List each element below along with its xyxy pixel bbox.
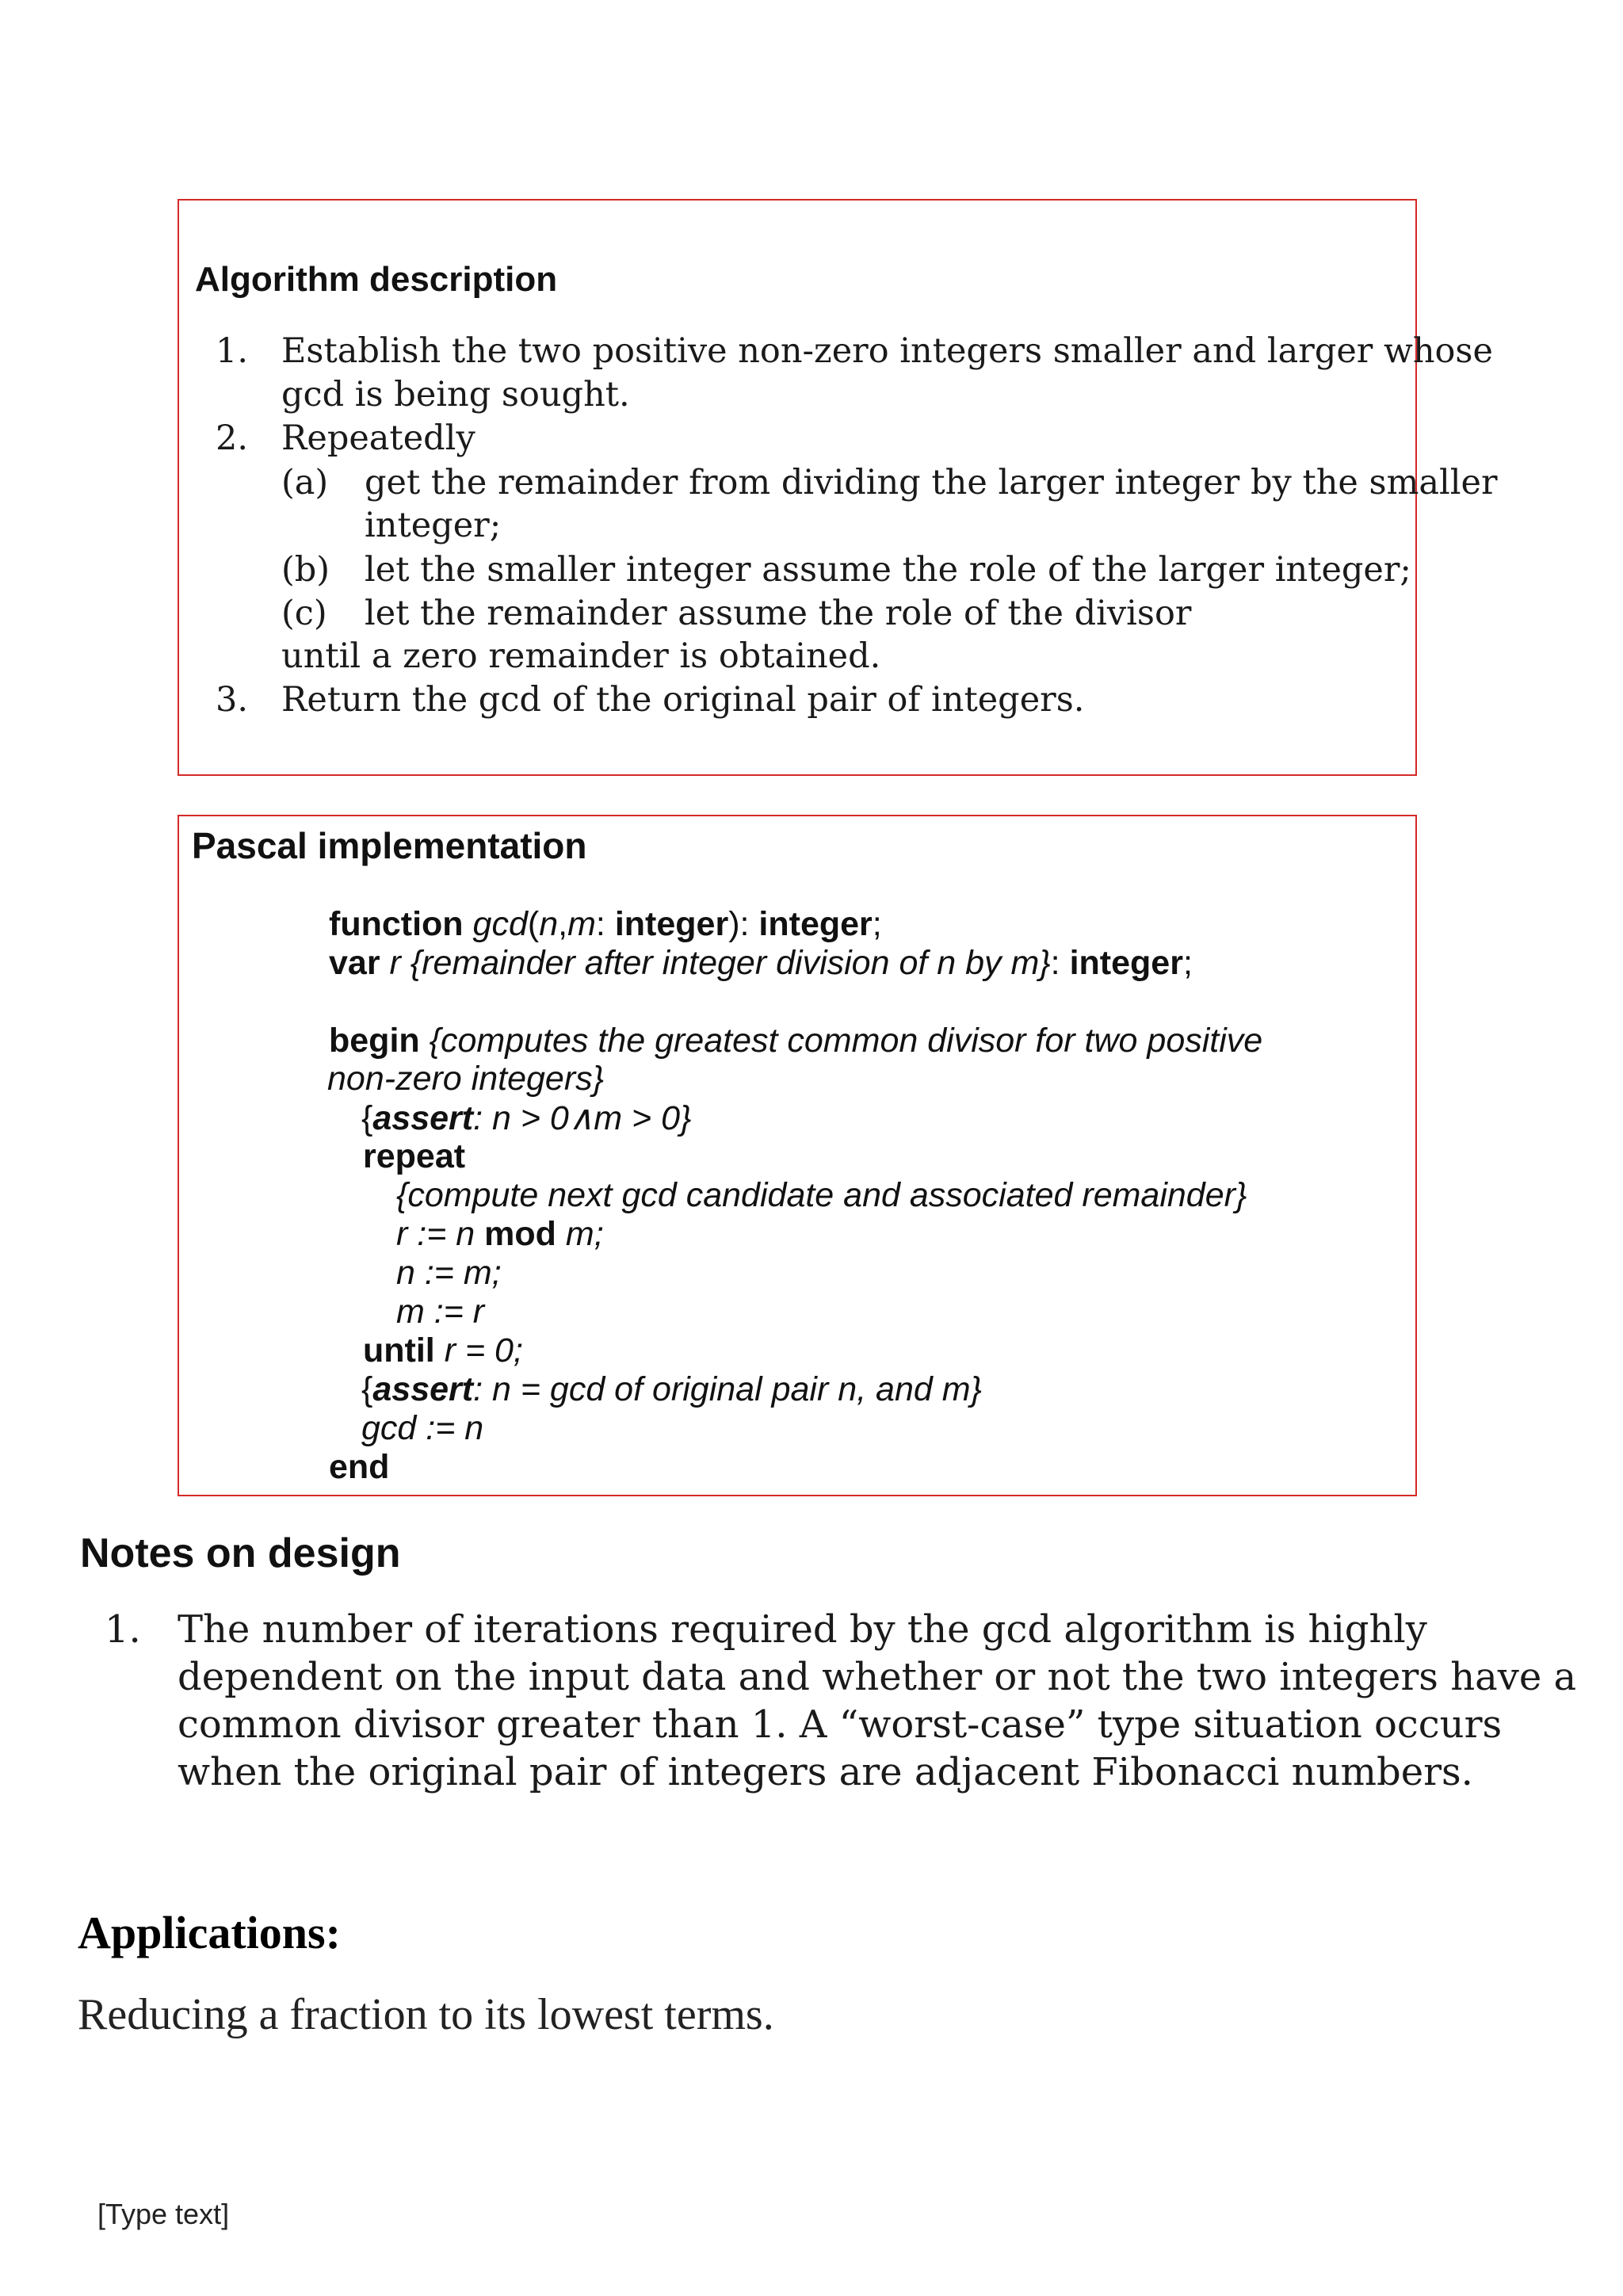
code-line-assert-1 bbox=[361, 1098, 691, 1138]
step-2-label: Repeatedly bbox=[281, 418, 475, 458]
code-line-begin-comment-2 bbox=[327, 1060, 604, 1098]
step-2a-line-1: get the remainder from dividing the larger integer by the smaller bbox=[365, 463, 1498, 502]
code-line-gcd-assign bbox=[361, 1409, 483, 1448]
footer-placeholder[interactable]: [Type text] bbox=[97, 2198, 230, 2230]
comma: , bbox=[558, 905, 568, 943]
until-condition: r = 0; bbox=[434, 1331, 523, 1370]
r-assign-rhs: m; bbox=[556, 1215, 604, 1253]
step-3-text: Return the gcd of the original pair of integers. bbox=[281, 680, 1085, 720]
code-line-function bbox=[329, 905, 882, 944]
step-2b-text: let the smaller integer assume the role of the larger integer; bbox=[365, 550, 1411, 590]
colon: : bbox=[595, 905, 615, 943]
step-2a-line-2: integer; bbox=[365, 506, 502, 545]
paren-close: ): bbox=[728, 905, 759, 943]
step-2b-label: (b) bbox=[281, 550, 330, 590]
assert-condition: : n = gcd of original pair n, and m} bbox=[473, 1370, 982, 1408]
semicolon: ; bbox=[1182, 944, 1193, 982]
keyword-var: var bbox=[329, 944, 380, 982]
step-1-line-2: gcd is being sought. bbox=[281, 375, 630, 415]
keyword-until: until bbox=[363, 1331, 435, 1370]
notes-on-design-title: Notes on design bbox=[80, 1530, 401, 1576]
keyword-assert: assert bbox=[372, 1099, 474, 1137]
notes-item-number: 1. bbox=[105, 1607, 141, 1652]
step-2c-text: let the remainder assume the role of the divisor bbox=[365, 594, 1192, 633]
keyword-integer: integer bbox=[614, 905, 729, 943]
code-line-r-assign bbox=[396, 1215, 604, 1254]
step-2-until: until a zero remainder is obtained. bbox=[281, 636, 881, 676]
function-name: gcd bbox=[472, 905, 528, 943]
n-assign: n := m; bbox=[396, 1254, 502, 1292]
m-assign: m := r bbox=[396, 1293, 485, 1331]
param-m: m bbox=[567, 905, 596, 943]
keyword-function: function bbox=[329, 905, 464, 943]
step-3-number: 3. bbox=[216, 680, 249, 720]
code-line-var bbox=[329, 944, 1193, 983]
applications-title: Applications: bbox=[78, 1907, 341, 1958]
code-line-n-assign bbox=[396, 1254, 502, 1293]
notes-line-1: The number of iterations required by the gcd algorithm is highly bbox=[178, 1607, 1427, 1652]
step-1-number: 1. bbox=[216, 331, 249, 371]
keyword-integer: integer bbox=[1069, 944, 1183, 982]
code-line-repeat-comment bbox=[396, 1176, 1247, 1215]
applications-text: Reducing a fraction to its lowest terms. bbox=[78, 1990, 774, 2039]
code-line-assert-2 bbox=[361, 1370, 982, 1409]
pascal-implementation-title: Pascal implementation bbox=[192, 825, 587, 866]
var-r: r bbox=[380, 944, 411, 982]
notes-line-3: common divisor greater than 1. A “worst-case” type situation occurs bbox=[178, 1702, 1503, 1747]
keyword-repeat: repeat bbox=[363, 1137, 466, 1175]
step-2a-label: (a) bbox=[281, 463, 329, 502]
code-line-repeat bbox=[363, 1137, 465, 1176]
brace: { bbox=[361, 1099, 373, 1137]
semicolon: ; bbox=[872, 905, 882, 943]
repeat-comment: {compute next gcd candidate and associated remainder} bbox=[396, 1176, 1247, 1214]
brace: { bbox=[361, 1370, 373, 1408]
keyword-integer: integer bbox=[758, 905, 873, 943]
code-line-m-assign bbox=[396, 1293, 484, 1331]
begin-comment: {computes the greatest common divisor for two positive bbox=[419, 1022, 1263, 1060]
assert-condition: : n > 0∧m > 0} bbox=[473, 1099, 692, 1137]
step-2-number: 2. bbox=[216, 418, 249, 458]
var-comment: {remainder after integer division of n by m} bbox=[410, 944, 1051, 982]
code-line-end bbox=[329, 1448, 389, 1487]
code-line-until bbox=[363, 1331, 523, 1370]
colon: : bbox=[1050, 944, 1070, 982]
begin-comment-cont: non-zero integers} bbox=[327, 1060, 604, 1098]
keyword-begin: begin bbox=[329, 1022, 420, 1060]
paren-open: ( bbox=[527, 905, 540, 943]
step-1-line-1: Establish the two positive non-zero integers smaller and larger whose bbox=[281, 331, 1493, 371]
keyword-assert: assert bbox=[372, 1370, 474, 1408]
param-n: n bbox=[539, 905, 559, 943]
gcd-assign: gcd := n bbox=[361, 1409, 484, 1447]
code-line-begin bbox=[329, 1022, 1262, 1060]
keyword-end: end bbox=[329, 1448, 390, 1486]
step-2c-label: (c) bbox=[281, 594, 327, 633]
keyword-mod: mod bbox=[484, 1215, 556, 1253]
notes-line-2: dependent on the input data and whether or not the two integers have a bbox=[178, 1655, 1577, 1699]
r-assign-lhs: r := n bbox=[396, 1215, 485, 1253]
algorithm-description-title: Algorithm description bbox=[195, 260, 558, 299]
notes-line-4: when the original pair of integers are adjacent Fibonacci numbers. bbox=[178, 1750, 1473, 1794]
